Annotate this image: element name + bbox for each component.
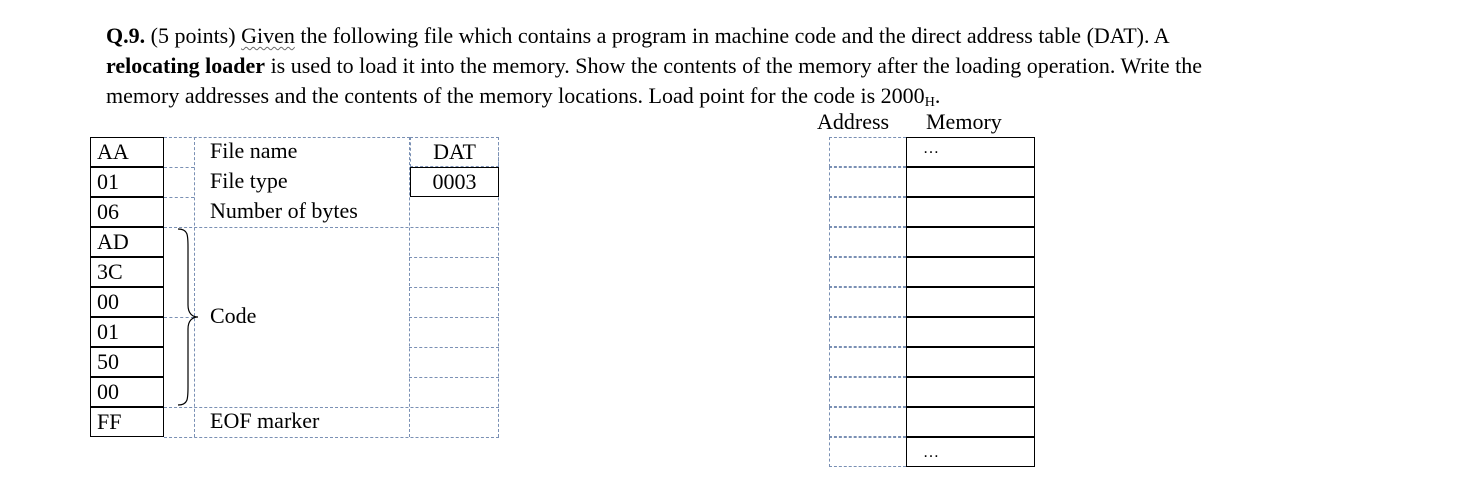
grid-line bbox=[409, 347, 499, 348]
address-cell[interactable] bbox=[829, 317, 906, 347]
code-brace-icon bbox=[174, 227, 204, 407]
memory-cell[interactable] bbox=[906, 287, 1035, 317]
grid-line bbox=[409, 377, 499, 378]
question-text-1: the following file which contains a program in machine code and the direct address table (DAT). A bbox=[300, 23, 1170, 48]
memory-cell[interactable] bbox=[906, 407, 1035, 437]
address-cell[interactable] bbox=[829, 377, 906, 407]
byte-cell: AA bbox=[90, 137, 164, 167]
grid-line bbox=[409, 287, 499, 288]
address-cell[interactable] bbox=[829, 257, 906, 287]
memory-cell-ellipsis-bottom: … bbox=[906, 437, 1035, 467]
byte-cell: 00 bbox=[90, 377, 164, 407]
byte-cell: FF bbox=[90, 407, 164, 437]
question-text-2: is used to load it into the memory. Show the contents of the memory after the loading operation. Write the bbox=[270, 53, 1203, 78]
memory-header: Memory bbox=[926, 109, 1002, 134]
grid-line bbox=[409, 257, 499, 258]
grid-line bbox=[164, 437, 499, 438]
address-cell[interactable] bbox=[829, 197, 906, 227]
byte-cell: 3C bbox=[90, 257, 164, 287]
byte-cell: AD bbox=[90, 227, 164, 257]
label-file-name: File name bbox=[210, 138, 298, 163]
grid-line bbox=[164, 197, 194, 198]
address-cell[interactable] bbox=[829, 287, 906, 317]
memory-cell[interactable] bbox=[906, 197, 1035, 227]
address-cell[interactable] bbox=[829, 347, 906, 377]
memory-cell-ellipsis-top: … bbox=[906, 137, 1035, 167]
dat-value: 0003 bbox=[410, 167, 499, 197]
bold-term: relocating loader bbox=[106, 53, 266, 78]
dat-header: DAT bbox=[410, 137, 499, 167]
question-text bbox=[106, 21, 1406, 118]
grid-line bbox=[164, 227, 499, 228]
address-cell[interactable] bbox=[829, 227, 906, 257]
grid-line bbox=[164, 167, 194, 168]
question-text-3: memory addresses and the contents of the memory locations. Load point for the code is 2000 bbox=[106, 83, 925, 108]
byte-cell: 00 bbox=[90, 287, 164, 317]
byte-cell: 01 bbox=[90, 317, 164, 347]
question-line-2 bbox=[106, 51, 1406, 81]
load-point-subscript: H bbox=[924, 95, 935, 110]
address-header: Address bbox=[817, 109, 890, 134]
question-line-3 bbox=[106, 81, 1406, 118]
memory-cell[interactable] bbox=[906, 377, 1035, 407]
question-points: (5 points) bbox=[150, 23, 236, 48]
byte-cell: 50 bbox=[90, 347, 164, 377]
question-text-end: . bbox=[934, 83, 941, 108]
label-number-of-bytes: Number of bytes bbox=[210, 198, 358, 223]
memory-cell[interactable] bbox=[906, 167, 1035, 197]
label-eof-marker: EOF marker bbox=[210, 408, 320, 433]
address-cell[interactable] bbox=[829, 437, 906, 467]
question-number: Q.9. bbox=[106, 23, 146, 48]
address-cell[interactable] bbox=[829, 407, 906, 437]
label-code: Code bbox=[210, 303, 257, 328]
byte-cell: 06 bbox=[90, 197, 164, 227]
grid-line bbox=[409, 317, 499, 318]
word-given: Given bbox=[241, 23, 295, 48]
question-line-1 bbox=[106, 21, 1406, 51]
address-cell[interactable] bbox=[829, 167, 906, 197]
memory-cell[interactable] bbox=[906, 347, 1035, 377]
address-cell[interactable] bbox=[829, 137, 906, 167]
memory-cell[interactable] bbox=[906, 317, 1035, 347]
memory-cell[interactable] bbox=[906, 257, 1035, 287]
byte-cell: 01 bbox=[90, 167, 164, 197]
memory-cell[interactable] bbox=[906, 227, 1035, 257]
label-file-type: File type bbox=[210, 168, 288, 193]
